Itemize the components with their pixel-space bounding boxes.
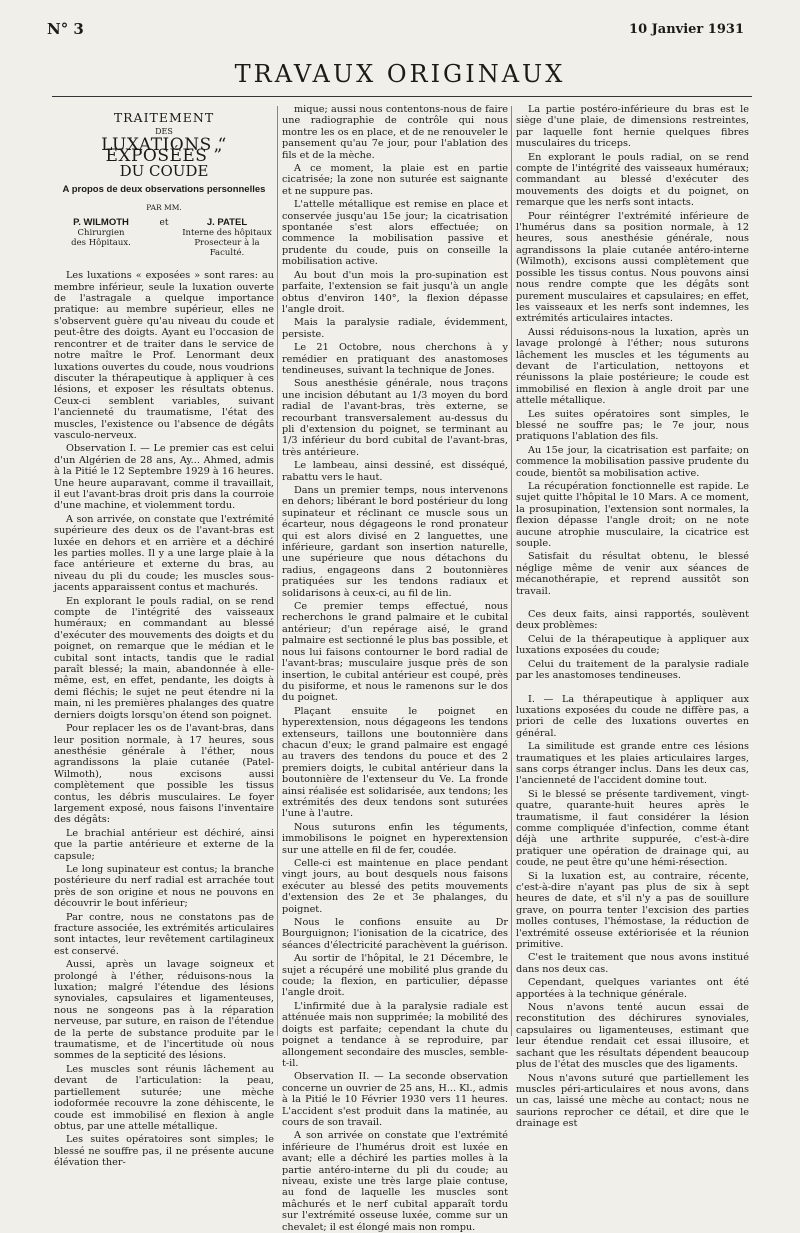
article-title-line: DES (155, 127, 173, 137)
author (54, 217, 148, 258)
authors-intro: PAR MM. (146, 203, 182, 213)
author-role: Chirurgien (77, 228, 125, 239)
paragraph: Nous n'avons tenté aucun essai de reconstitution des déchirures synoviales, capsulaires ou ligamenteuses, estimant que leur étendue rendait cet essai illusoire, et sachant que les résultats dépendent beaucoup plus de l'état des muscles que des ligaments. (516, 1002, 749, 1071)
paragraph: Plaçant ensuite le poignet en hyperextension, nous dégageons les tendons extenseurs, taillons une boutonnière dans chacun d'eux; le grand palmaire est engagé au travers des tendons du pouce et des 2 premiers doigts, le cubital antérieur dans la boutonnière de l'extenseur du Ve. La fronde ainsi réalisée est solidarisée, aux tendons; les extrémités des deux tendons sont suturées l'une à l'autre. (282, 705, 508, 820)
paragraph: Celui du traitement de la paralysie radiale par les anastomoses tendineuses. (516, 658, 749, 682)
paragraph: Mais la paralysie radiale, évidemment, persiste. (282, 317, 508, 340)
paragraph: Sous anesthésie générale, nous traçons une incision débutant au 1/3 moyen du bord radial de l'avant-bras, très externe, se recourbant transversalement au-dessus du pli d'extension du poignet, se terminant au 1/3 inférieur du bord cubital de l'avant-bras, très antérieure. (282, 378, 508, 458)
author-name: J. PATEL (206, 216, 248, 228)
column-2 (282, 104, 508, 1233)
article-subtitle: A propos de deux observations personnelles (62, 184, 266, 196)
paragraph: A ce moment, la plaie est en partie cicatrisée; la zone non suturée est saignante et ne suppure pas. (282, 163, 508, 197)
author-conjunction: et (159, 217, 169, 228)
paragraph: Nous n'avons suturé que partiellement les muscles péri-articulaires et nous avons, dans un cas, laissé une mèche au contact; nous ne saurions reprocher ce détail, et dire que le drainage est (516, 1072, 749, 1130)
paragraph: Pour réintégrer l'extrémité inférieure de l'humérus dans sa position normale, à 12 heures, sous anesthésie générale, nous agrandissons la plaie cutanée antéro-interne (Wilmoth), excisons aussi complètement que possible les tissus contus. Nous pouvons ainsi nous rendre compte que les dégâts sont purement musculaires et capsulaires; en effet, les vaisseaux et les nerfs sont indemnes, les extrémités articulaires intactes. (516, 210, 749, 325)
paragraph: Celui de la thérapeutique à appliquer aux luxations exposées du coude; (516, 633, 749, 657)
column-divider (511, 106, 512, 1036)
paragraph: Le lambeau, ainsi dessiné, est disséqué, rabattu vers le haut. (282, 460, 508, 483)
paragraph: Celle-ci est maintenue en place pendant vingt jours, au bout desquels nous faisons exécuter au blessé des petits mouvements d'extension des 2e et 3e phalanges, du poignet. (282, 858, 508, 915)
paragraph-spacer (516, 684, 749, 694)
paragraph: Satisfait du résultat obtenu, le blessé néglige même de venir aux séances de mécanothérapie, et reprend aussitôt son travail. (516, 551, 749, 597)
paragraph: Le 21 Octobre, nous cherchons à y remédier en pratiquant des anastomoses tendineuses, suivant la technique de Jones. (282, 342, 508, 376)
paragraph: Cependant, quelques variantes ont été apportées à la technique générale. (516, 977, 749, 1000)
paragraph: Ces deux faits, ainsi rapportés, soulèvent deux problèmes: (516, 609, 749, 632)
paragraph: Au 15e jour, la cicatrisation est parfaite; on commence la mobilisation passive prudente du coude, bientôt sa mobilisation active. (516, 444, 749, 479)
paragraph: Par contre, nous ne constatons pas de fracture associée, les extrémités articulaires sont intactes, leur revêtement cartilagineux est conservé. (54, 911, 274, 957)
paragraph: La partie postéro-inférieure du bras est le siège d'une plaie, de dimensions restreintes, par laquelle font hernie quelques fibres musculaires du triceps. (516, 104, 749, 150)
paragraph: Observation II. — La seconde observation concerne un ouvrier de 25 ans, H... Kl., admis à la Pitié le 10 Février 1930 vers 11 heures. L'accident s'est produit dans la matinée, au cours de son travail. (282, 1071, 508, 1128)
author-name: P. WILMOTH (73, 216, 129, 228)
paragraph: Nous suturons enfin les téguments, immobilisons le poignet en hyperextension sur une attelle en fil de fer, coudée. (282, 821, 508, 856)
column-2-body (282, 104, 508, 1233)
paragraph: Au sortir de l'hôpital, le 21 Décembre, le sujet a récupéré une mobilité plus grande du coude; la flexion, en particulier, dépasse l'angle droit. (282, 953, 508, 999)
author (180, 217, 274, 258)
article-title-line: TRAITEMENT (113, 110, 215, 125)
paragraph: Si le blessé se présente tardivement, vingt-quatre, quarante-huit heures après le traumatisme, il faut considérer la lésion comme compliquée d'infection, comme étant déjà une arthrite suppurée, c'est-à-dire pratiquer une opération de drainage qui, au coude, ne peut être qu'une hémi-résection. (516, 788, 749, 869)
author-block (54, 217, 274, 258)
paragraph: Le long supinateur est contus; la branche postérieure du nerf radial est arrachée tout près de son origine et nous ne pouvons en découvrir le bout inférieur; (54, 863, 274, 910)
paragraph: Les suites opératoires sont simples; le blessé ne souffre pas, il ne présente aucune élévation ther- (54, 1134, 274, 1169)
paragraph: L'infirmité due à la paralysie radiale est atténuée mais non supprimée; la mobilité des doigts est parfaite; cependant la chute du poignet a tendance à se reproduire, par allongement secondaire des muscles, semble-t-il. (282, 1000, 508, 1069)
paragraph: Aussi, après un lavage soigneux et prolongé à l'éther, réduisons-nous la luxation; malgré l'étendue des lésions synoviales, capsulaires et ligamenteuses, nous ne songeons pas à la réparation nerveuse, par suture, en raison de l'étendue de la perte de substance produite par le traumatisme, et de l'incertitude où nous sommes de la septicité des lésions. (54, 959, 274, 1062)
paragraph: Ce premier temps effectué, nous recherchons le grand palmaire et le cubital antérieur; d'un repérage aisé, le grand palmaire est sectionné le plus bas possible, et nous lui faisons contourner le bord radial de l'avant-bras; musculaire jusque près de son insertion, le cubital antérieur est coupé, près du pisiforme, et nous le ramenons sur le dos du poignet. (282, 601, 508, 704)
paragraph: Observation I. — Le premier cas est celui d'un Algérien de 28 ans, Ay... Ahmed, admis à la Pitié le 12 Septembre 1929 à 16 heures. Une heure auparavant, comme il travaillait, il eut l'avant-bras droit pris dans la courroie d'une machine, et violemment tordu. (54, 443, 274, 512)
title-rule (52, 96, 752, 97)
author-role: Interne des hôpitaux (182, 228, 272, 239)
paragraph: I. — La thérapeutique à appliquer aux luxations exposées du coude ne diffère pas, a priori de celle des luxations ouvertes en général. (516, 693, 749, 739)
paragraph-spacer (516, 599, 749, 609)
issue-date: 10 Janvier 1931 (629, 22, 744, 37)
paragraph: Les luxations « exposées » sont rares: au membre inférieur, seule la luxation ouverte de l'astragale a quelque importance pratique: au membre supérieur, elles ne s'observent guère qu'au niveau du coude et peut-être des doigts. Ayant eu l'occasion de rencontrer et de traiter dans le service de notre maître le Prof. Lenormant deux luxations ouvertes du coude, nous voudrions discuter la thérapeutique à appliquer à ces lésions, et exposer les résultats obtenus. Ceux-ci semblent variables, suivant l'ancienneté du traumatisme, l'état des muscles, l'existence ou l'absence de dégâts vasculo-nerveux. (54, 270, 274, 441)
article-title-line: DU COUDE (119, 161, 209, 180)
paragraph: Le brachial antérieur est déchiré, ainsi que la partie antérieure et externe de la capsule; (54, 827, 274, 862)
paragraph: Aussi réduisons-nous la luxation, après un lavage prolongé à l'éther; nous suturons lâchement les muscles et les téguments au devant de l'articulation, nettoyons et réunissons la plaie postérieure; le coude est immobilisé en flexion à angle droit par une attelle métallique. (516, 326, 749, 407)
paragraph: En explorant le pouls radial, on se rend compte de l'intégrité des vaisseaux huméraux; en commandant au blessé d'exécuter des mouvements des doigts et du poignet, on remarque que le médian et le cubital sont intacts, tandis que le radial paraît blessé; la main, abandonnée à elle-même, est, en effet, pendante, les doigts à demi fléchis; le sujet ne peut étendre ni la main, ni les premières phalanges des quatre derniers doigts lorsqu'on étend son poignet. (54, 595, 274, 721)
section-title: TRAVAUX ORIGINAUX (234, 60, 566, 88)
paragraph: Les suites opératoires sont simples, le blessé ne souffre pas; le 7e jour, nous pratiquons l'ablation des fils. (516, 408, 749, 443)
paragraph: mique; aussi nous contentons-nous de faire une radiographie de contrôle qui nous montre les os en place, et de ne renouveler le pansement qu'au 7e jour, pour l'ablation des fils et de la mèche. (282, 104, 508, 161)
paragraph: La similitude est grande entre ces lésions traumatiques et les plaies articulaires larges, sans corps étranger inclus. Dans les deux cas, l'ancienneté de l'accident domine tout. (516, 741, 749, 787)
paragraph: A son arrivée on constate que l'extrémité inférieure de l'humérus droit est luxée en avant; elle a déchiré les parties molles à la partie antéro-interne du pli du coude; au niveau, existe une très large plaie contuse, au fond de laquelle les muscles sont mâchurés et le nerf cubital apparaît tordu sur l'extrémité osseuse luxée, comme sur un chevalet; il est élongé mais non rompu. (282, 1130, 508, 1233)
issue-number: N° 3 (47, 20, 84, 38)
paragraph: La récupération fonctionnelle est rapide. Le sujet quitte l'hôpital le 10 Mars. A ce moment, la prosupination, l'extension sont normales, la flexion dépasse l'angle droit; on ne note aucune atrophie musculaire, la cicatrice est souple. (516, 481, 749, 550)
column-1 (54, 104, 274, 1169)
article-title-line: LUXATIONS “ EXPOSÉES ” (101, 134, 227, 167)
column-divider (277, 106, 278, 1036)
author-role: Prosecteur à la Faculté. (194, 238, 260, 259)
paragraph: Pour replacer les os de l'avant-bras, dans leur position normale, à 17 heures, sous anesthésie générale à l'éther, nous agrandissons la plaie cutanée (Patel-Wilmoth), nous excisons aussi complètement que possible les tissus contus, les débris musculaires. Le foyer largement exposé, nous faisons l'inventaire des dégâts: (54, 723, 274, 826)
paragraph: Si la luxation est, au contraire, récente, c'est-à-dire n'ayant pas plus de six à sept heures de date, et s'il n'y a pas de souillure grave, on pourra tenter l'excision des parties molles contuses, l'hémostase, la réduction de l'extrémité osseuse extériorisée et la réunion primitive. (516, 870, 749, 951)
paragraph: Au bout d'un mois la pro-supination est parfaite, l'extension se fait jusqu'à un angle obtus d'environ 140°, la flexion dépasse l'angle droit. (282, 269, 508, 315)
paragraph: Les muscles sont réunis lâchement au devant de l'articulation: la peau, partiellement suturée; une mèche iodoformée recouvre la zone déhiscente, le coude est immobilisé en flexion à angle obtus, par une attelle métallique. (54, 1063, 274, 1132)
paragraph: En explorant le pouls radial, on se rend compte de l'intégrité des vaisseaux huméraux; commandant au blessé d'exécuter des mouvements des doigts et du poignet, on remarque que les nerfs sont intacts. (516, 151, 749, 209)
column-3-body (516, 104, 749, 1130)
author-role: des Hôpitaux. (71, 238, 131, 249)
paragraph: L'attelle métallique est remise en place et conservée jusqu'au 15e jour; la cicatrisation spontanée s'est alors effectuée; on commence la mobilisation passive et prudente du coude, puis on conseille la mobilisation active. (282, 199, 508, 268)
paragraph: A son arrivée, on constate que l'extrémité supérieure des deux os de l'avant-bras est luxée en dehors et en arrière et a déchiré les parties molles. Il y a une large plaie à la face antérieure et externe du bras, au niveau du pli du coude; les muscles sous-jacents apparaissent contus et machurés. (54, 513, 274, 594)
paragraph: Dans un premier temps, nous intervenons en dehors; libérant le bord postérieur du long supinateur et réclinant ce muscle sous un écarteur, nous dégageons le rond pronateur qui est alors divisé en 2 languettes, une inférieure, gardant son insertion naturelle, une supérieure que nous détachons du radius, engageons dans 2 boutonnières pratiquées sur les tendons radiaux et solidarisons à ceux-ci, au fil de lin. (282, 485, 508, 599)
paragraph: Nous le confions ensuite au Dr Bourguignon; l'ionisation de la cicatrice, des séances d'électricité parachèvent la guérison. (282, 917, 508, 951)
column-1-body (54, 270, 274, 1168)
column-3 (516, 104, 749, 1130)
article-heading (54, 112, 274, 258)
paragraph: C'est le traitement que nous avons institué dans nos deux cas. (516, 952, 749, 975)
